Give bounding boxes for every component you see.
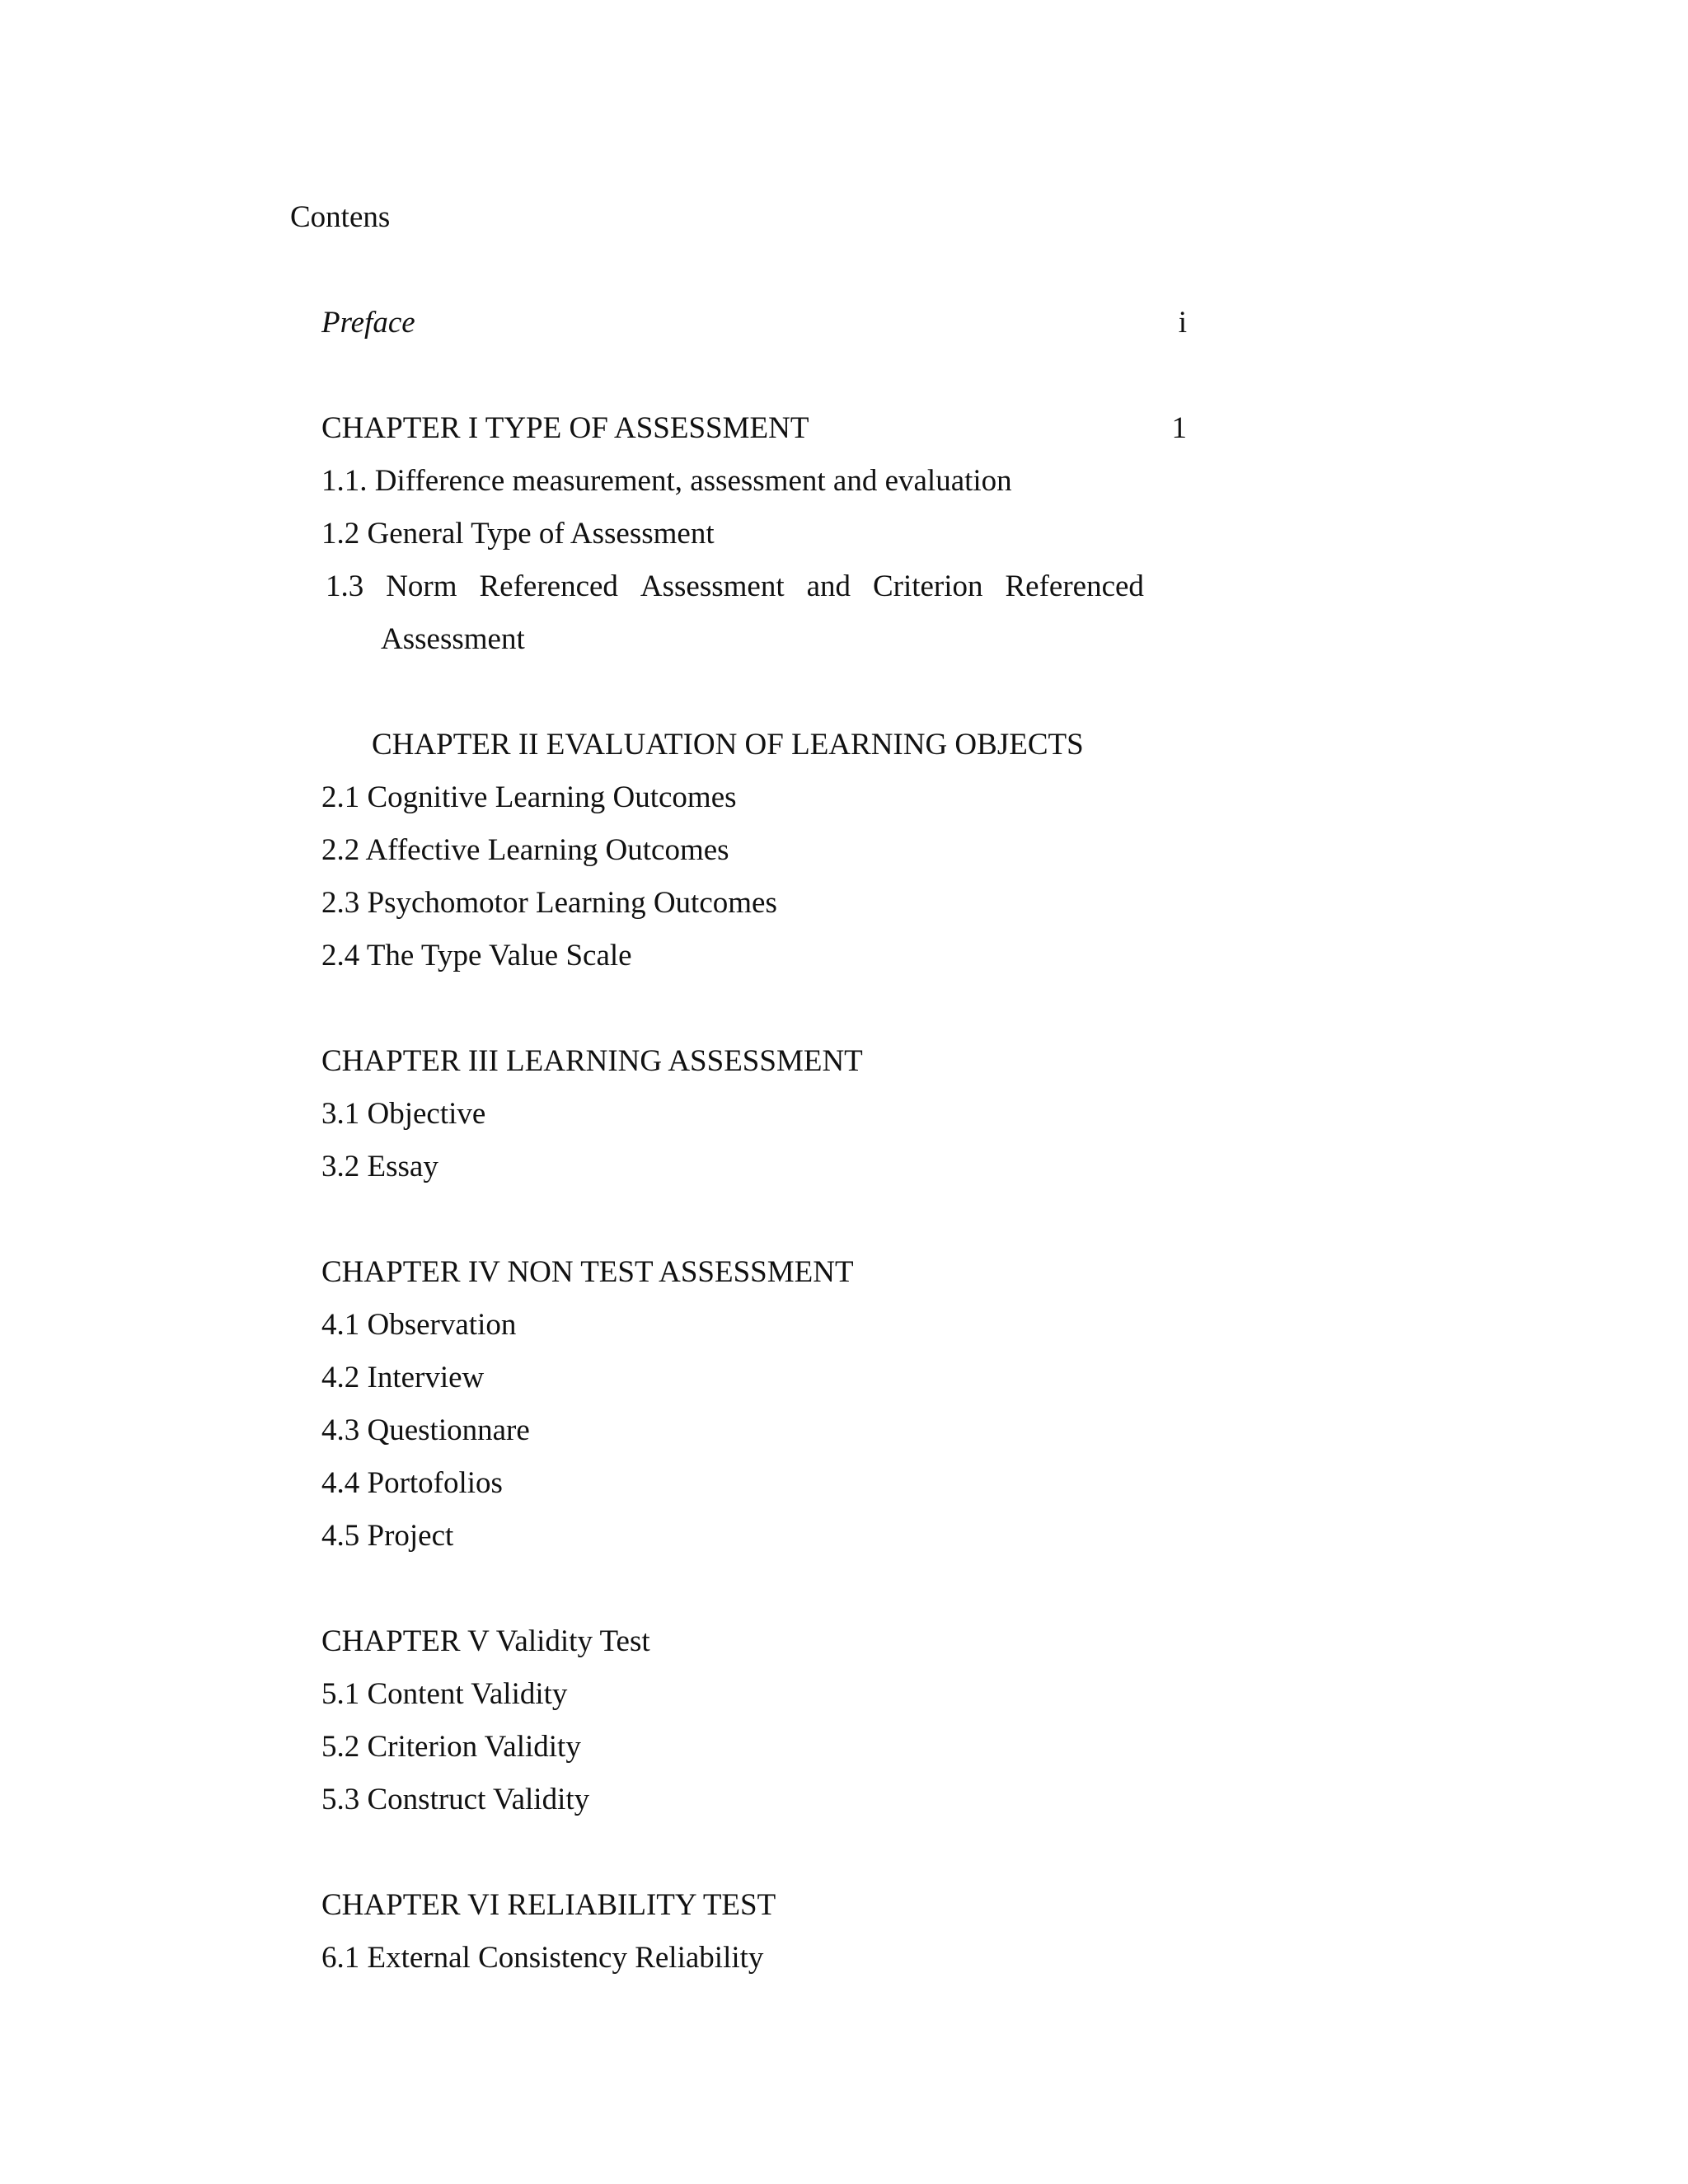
toc-item-1-3-word: and <box>806 569 851 603</box>
toc-item-1-3-word: Referenced <box>479 569 618 603</box>
toc-preface-page: i <box>1178 306 1187 340</box>
toc-item-5-1: 5.1 Content Validity <box>321 1677 568 1711</box>
toc-item-2-4: 2.4 The Type Value Scale <box>321 939 632 972</box>
toc-item-1-3-word: 1.3 <box>326 569 364 603</box>
toc-item-1-2: 1.2 General Type of Assessment <box>321 517 715 551</box>
toc-item-3-2: 3.2 Essay <box>321 1150 438 1183</box>
toc-item-1-1: 1.1. Difference measurement, assessment and evaluation <box>321 464 1012 498</box>
toc-item-1-3-word: Assessment <box>640 569 785 603</box>
toc-item-1-3-word: Referenced <box>1005 569 1144 603</box>
toc-item-1-3-word: Criterion <box>872 569 983 603</box>
toc-item-3-1: 3.1 Objective <box>321 1097 486 1131</box>
toc-item-2-1: 2.1 Cognitive Learning Outcomes <box>321 780 737 814</box>
toc-item-4-2: 4.2 Interview <box>321 1361 485 1394</box>
toc-chapter2-title: CHAPTER II EVALUATION OF LEARNING OBJECTS <box>372 728 1084 762</box>
toc-chapter1-page: 1 <box>1171 411 1187 445</box>
toc-item-1-3 <box>326 569 1144 605</box>
toc-item-4-5: 4.5 Project <box>321 1519 454 1553</box>
toc-item-4-1: 4.1 Observation <box>321 1308 517 1342</box>
toc-item-6-1: 6.1 External Consistency Reliability <box>321 1941 764 1975</box>
toc-item-4-3: 4.3 Questionnare <box>321 1413 530 1447</box>
toc-chapter5-title: CHAPTER V Validity Test <box>321 1624 650 1658</box>
toc-item-1-3-word: Norm <box>386 569 457 603</box>
toc-item-5-3: 5.3 Construct Validity <box>321 1783 590 1816</box>
toc-item-2-3: 2.3 Psychomotor Learning Outcomes <box>321 886 777 920</box>
toc-item-5-2: 5.2 Criterion Validity <box>321 1730 581 1764</box>
toc-chapter1-title: CHAPTER I TYPE OF ASSESSMENT <box>321 411 809 445</box>
toc-heading: Contens <box>290 200 391 234</box>
toc-chapter4-title: CHAPTER IV NON TEST ASSESSMENT <box>321 1255 854 1289</box>
toc-item-2-2: 2.2 Affective Learning Outcomes <box>321 833 729 867</box>
toc-item-1-3-continuation: Assessment <box>381 622 525 656</box>
toc-preface-label: Preface <box>321 306 415 340</box>
toc-chapter3-title: CHAPTER III LEARNING ASSESSMENT <box>321 1044 863 1078</box>
toc-chapter6-title: CHAPTER VI RELIABILITY TEST <box>321 1888 776 1922</box>
toc-item-4-4: 4.4 Portofolios <box>321 1466 503 1500</box>
